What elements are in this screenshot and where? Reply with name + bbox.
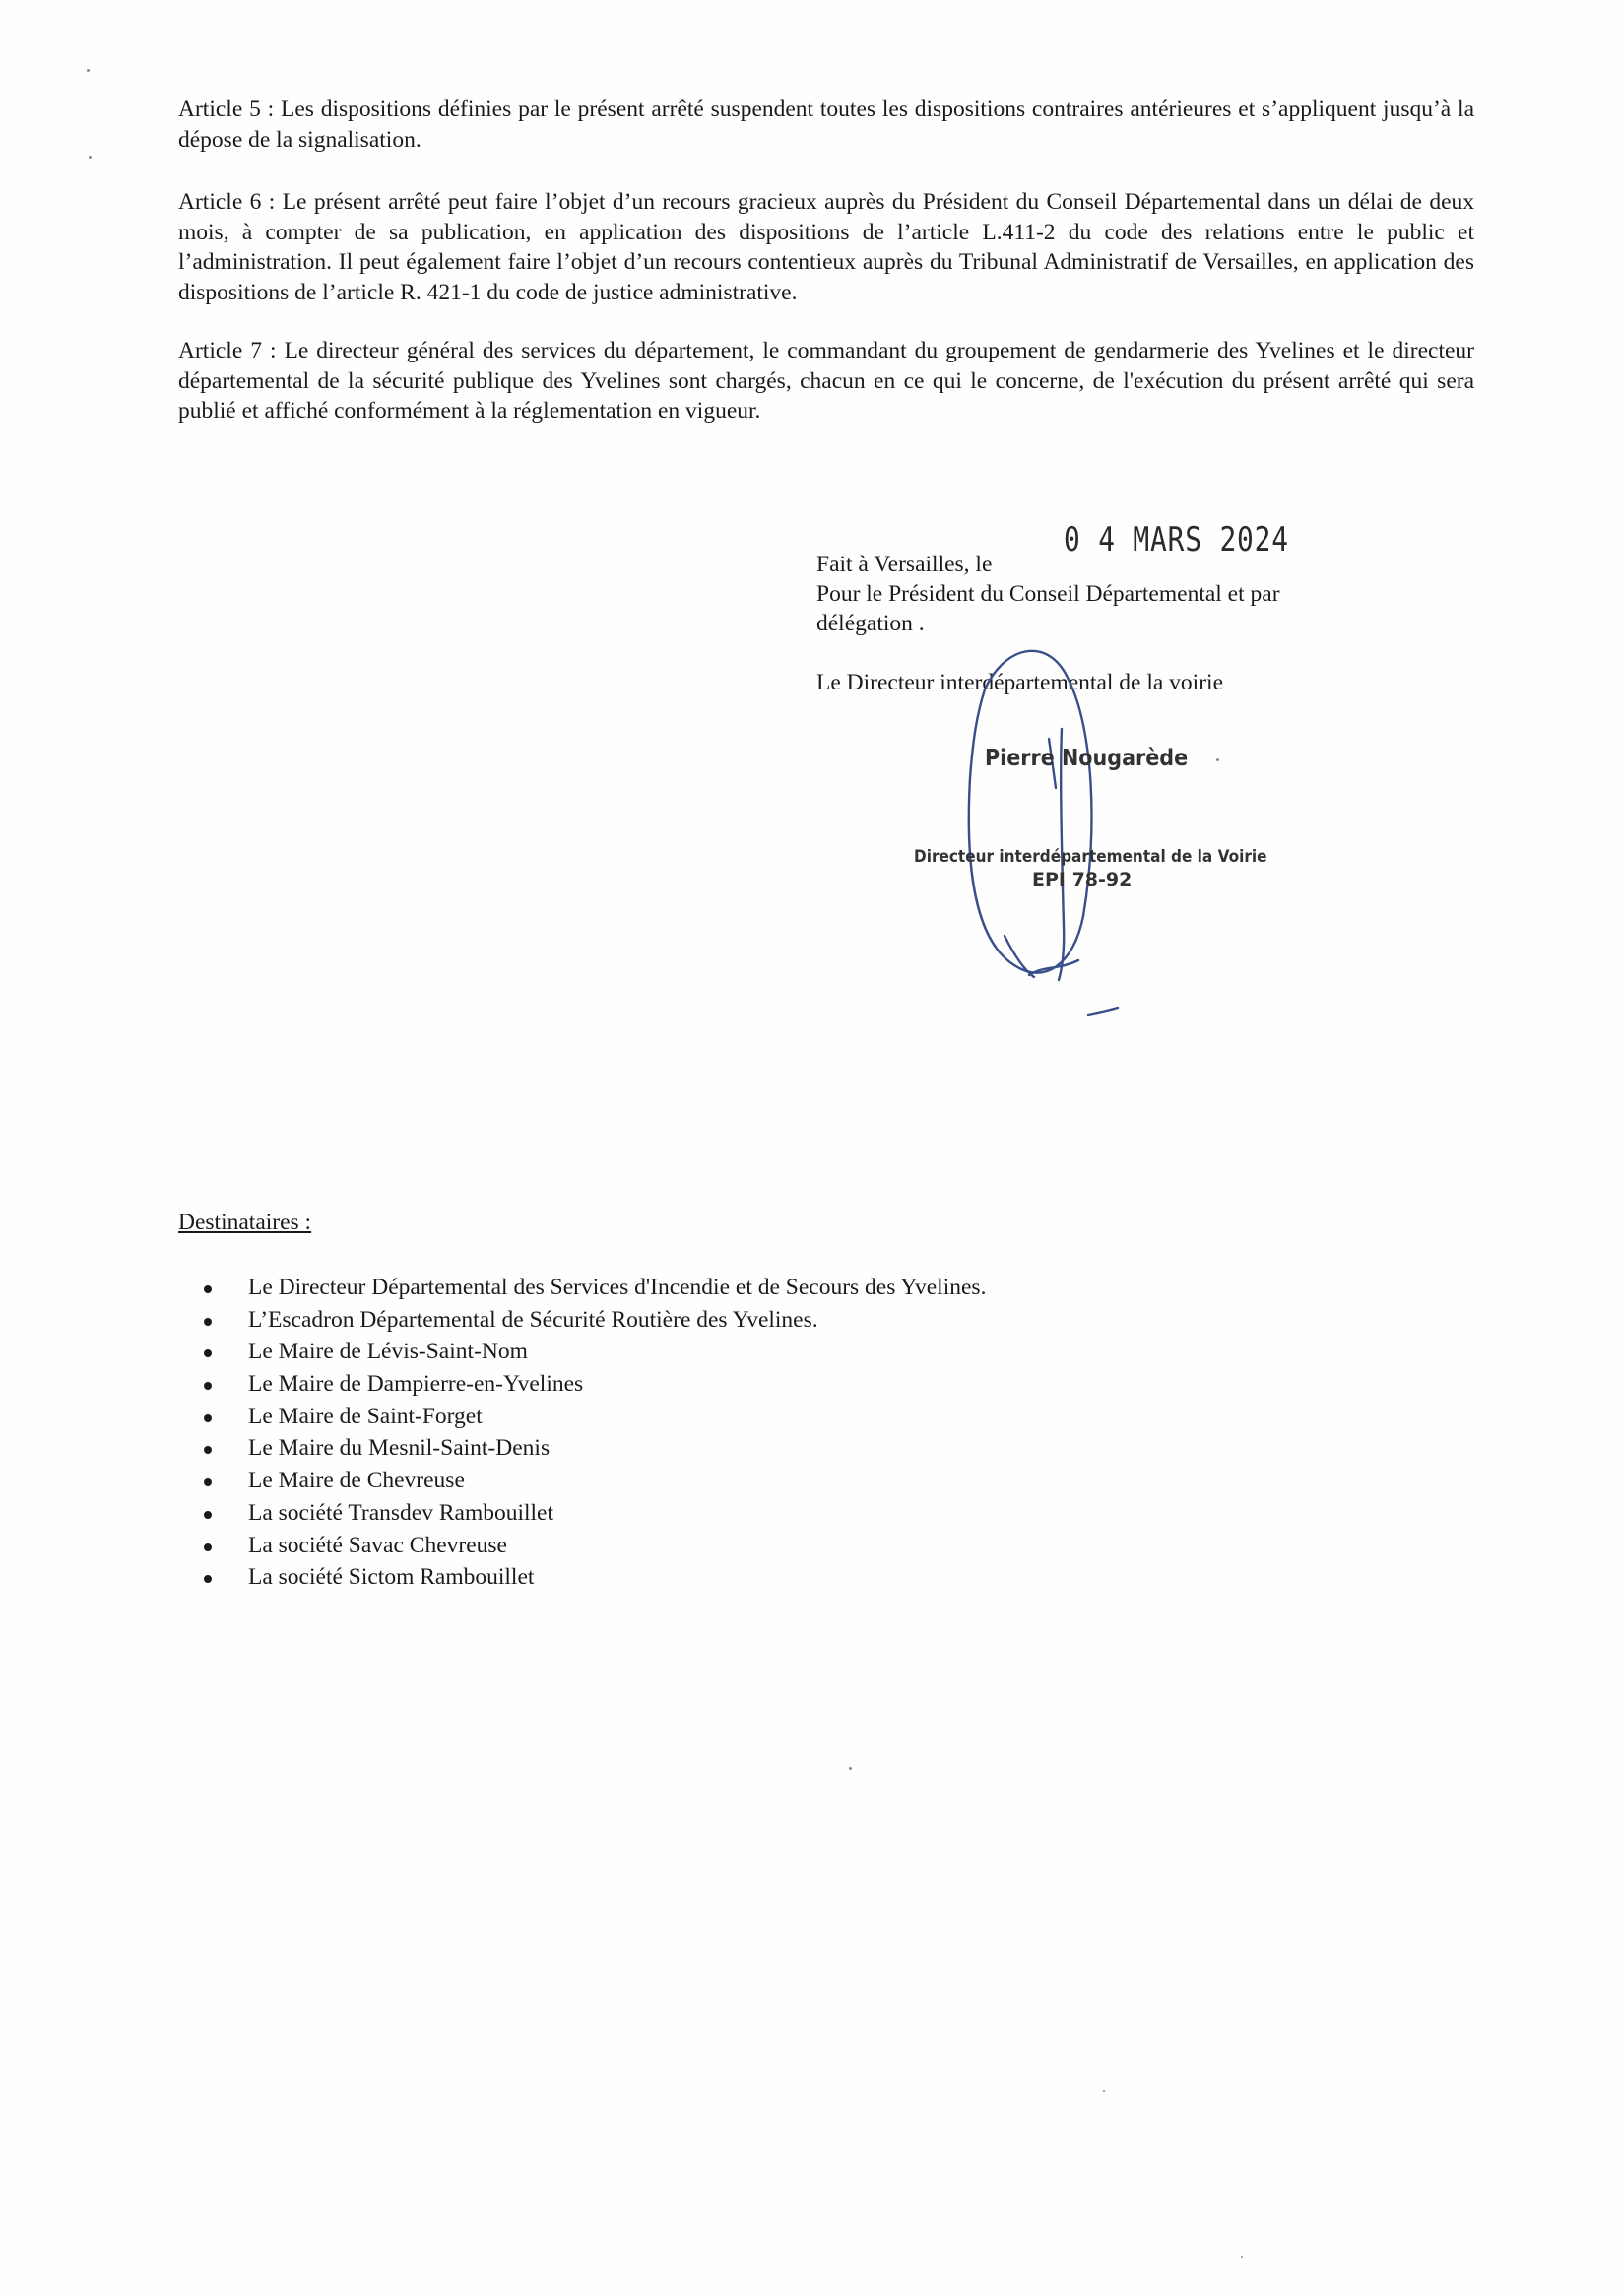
recipients-list	[197, 1272, 986, 1594]
list-item: Le Directeur Départemental des Services d'Incendie et de Secours des Yvelines.	[197, 1272, 986, 1304]
stamp-code: EPI 78-92	[1032, 869, 1133, 890]
stamp-title: Directeur interdépartemental de la Voirie	[914, 847, 1267, 867]
stamp-name: Pierre Nougarède	[985, 746, 1189, 771]
article-7: Article 7 : Le directeur général des services du département, le commandant du groupement de gendarmerie des Yvelines et le directeur départemental de la sécurité publique des Yvelines sont chargés, chacun en ce qui le concerne, de l'exécution du présent arrêté qui sera publié et affiché conformément à la réglementation en vigueur.	[178, 338, 1474, 424]
place-label: Fait à Versailles, le	[816, 552, 993, 577]
scan-speck	[87, 69, 90, 72]
date-stamp: 0 4 MARS 2024	[1064, 520, 1289, 559]
scan-speck	[1103, 2090, 1105, 2092]
delegation-line-2: délégation .	[816, 611, 925, 636]
list-item: Le Maire de Chevreuse	[197, 1465, 986, 1497]
list-item: Le Maire de Dampierre-en-Yvelines	[197, 1368, 986, 1401]
article-5: Article 5 : Les dispositions définies par le présent arrêté suspendent toutes les dispositions contraires antérieures et s’appliquent jusqu’à la dépose de la signalisation.	[178, 97, 1474, 153]
delegation-line: Pour le Président du Conseil Départemental et par	[816, 581, 1280, 607]
list-item: La société Savac Chevreuse	[197, 1530, 986, 1562]
list-item: L’Escadron Départemental de Sécurité Routière des Yvelines.	[197, 1304, 986, 1337]
scan-speck	[1216, 758, 1219, 761]
list-item: La société Sictom Rambouillet	[197, 1561, 986, 1594]
article-6: Article 6 : Le présent arrêté peut faire l’objet d’un recours gracieux auprès du Président du Conseil Départemental dans un délai de deux mois, à compter de sa publication, en application des dispositions de l’article L.411-2 du code des relations entre le public et l’administration. Il peut également faire l’objet d’un recours contentieux auprès du Tribunal Administratif de Versailles, en application des dispositions de l’article R. 421-1 du code de justice administrative.	[178, 189, 1474, 305]
list-item: Le Maire de Lévis-Saint-Nom	[197, 1336, 986, 1368]
recipients-heading: Destinataires :	[178, 1210, 312, 1235]
scan-speck	[849, 1767, 852, 1770]
handwritten-signature	[936, 630, 1133, 1024]
list-item: La société Transdev Rambouillet	[197, 1497, 986, 1530]
scan-speck	[1241, 2256, 1243, 2258]
list-item: Le Maire de Saint-Forget	[197, 1401, 986, 1433]
scan-speck	[89, 156, 92, 159]
signatory-title: Le Directeur interdépartemental de la voirie	[816, 670, 1223, 695]
list-item: Le Maire du Mesnil-Saint-Denis	[197, 1432, 986, 1465]
